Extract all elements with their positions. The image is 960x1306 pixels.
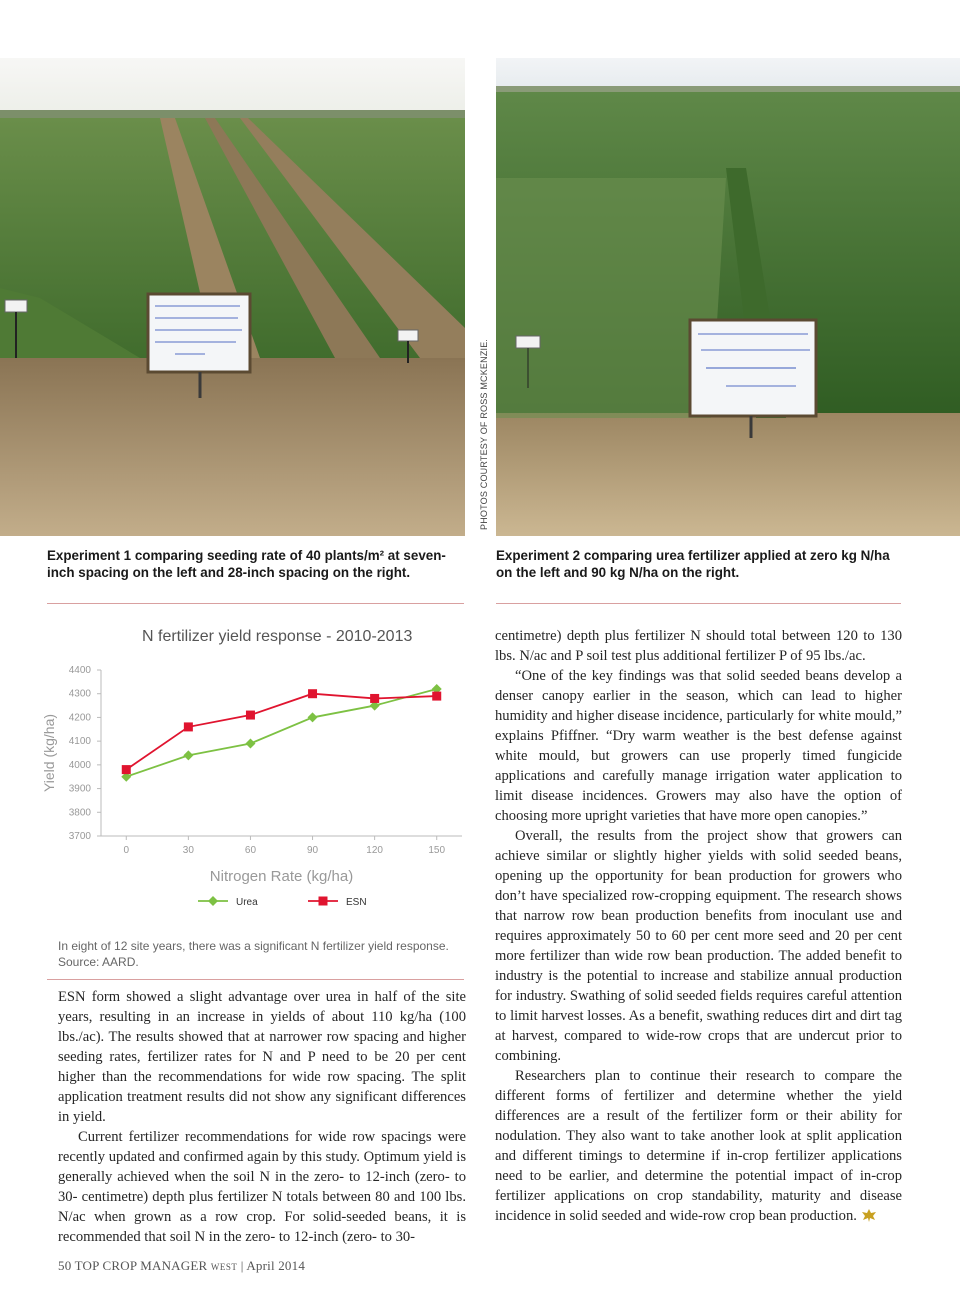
photo-credit	[466, 338, 489, 530]
divider-chart-bottom	[47, 979, 464, 980]
legend-marker-esn	[319, 897, 328, 906]
data-point-urea	[245, 739, 255, 749]
photo-credit-text: PHOTOS COURTESY OF ROSS MCKENZIE.	[479, 338, 489, 530]
data-point-esn	[122, 765, 131, 774]
body-column-right	[495, 626, 902, 1226]
x-axis-label: Nitrogen Rate (kg/ha)	[209, 868, 354, 885]
data-point-esn	[246, 711, 255, 720]
caption-experiment-1: Experiment 1 comparing seeding rate of 40 plants/m² at seven-inch spacing on the left and 28-inch spacing on the right.	[47, 548, 446, 580]
y-tick-label: 3800	[68, 807, 91, 819]
y-tick-label: 4400	[68, 665, 91, 676]
paragraph: Current fertilizer recommendations for wide row spacings were recently updated and confirmed again by this study. Optimum yield is generally achieved when the soil N in the zero- to 12-inch (zero- to 30- centimetre) depth plus fertilizer N totals between 80 and 100 lbs. N/ac when grown as a row crop. For solid-seeded beans, it is recommended that soil N in the zero- to 12-inch (zero- to 30-	[58, 1129, 466, 1245]
yield-chart	[40, 615, 470, 940]
chart-caption-source: Source: AARD.	[58, 955, 139, 969]
y-tick-label: 4300	[68, 688, 91, 700]
data-point-esn	[432, 692, 441, 701]
data-point-urea	[308, 712, 318, 722]
body-column-left	[58, 987, 466, 1247]
data-point-urea	[183, 750, 193, 760]
divider-right	[496, 603, 901, 604]
y-tick-label: 3700	[68, 831, 91, 842]
legend-marker-urea	[208, 896, 218, 906]
y-tick-label: 4100	[68, 736, 91, 748]
data-point-esn	[308, 689, 317, 698]
x-tick-label: 30	[182, 845, 194, 856]
legend-label-esn: ESN	[346, 897, 367, 908]
x-tick-label: 150	[428, 845, 446, 856]
series-line-urea	[126, 689, 436, 777]
divider-left	[47, 603, 464, 604]
x-tick-label: 0	[123, 845, 130, 856]
magazine-edition: WEST	[210, 1262, 238, 1272]
footer-separator: |	[240, 1258, 244, 1273]
legend-label-urea: Urea	[236, 897, 258, 908]
photo-experiment-1	[0, 58, 465, 536]
paragraph: centimetre) depth plus fertilizer N should total between 120 to 130 lbs. N/ac and P soil test plus additional fertilizer P of 95 lbs./ac.	[495, 628, 902, 664]
paragraph: “One of the key findings was that solid seeded beans develop a denser canopy earlier in the season, which can lead to higher humidity and higher disease incidence, particularly for white mould,” explains Pfiffner. “Dry warm weather is the best defense against white mould, but growers can use properly timed fungicide applications and carefully manage irrigation water application to limit disease incidences. Growers may also have the option of choosing more upright varieties that have more open canopies.”	[495, 668, 902, 824]
paragraph-text: Researchers plan to continue their research to compare the different forms of fertilizer and determine whether the yield differences are a result of the fertilizer form or their ability for nodulation. They also want to take another look at split application and different timings to determine if in-crop fertilizer applications need to be earlier, and determine the potential impact of in-crop fertilizer applications on crop standability, maturity and disease incidence in solid seeded and wide-row crop bean production.	[495, 1068, 902, 1224]
y-axis-label: Yield (kg/ha)	[41, 713, 57, 793]
page-number: 50	[58, 1258, 72, 1273]
paragraph	[495, 1066, 902, 1226]
chart-caption	[58, 938, 468, 970]
x-tick-label: 120	[366, 845, 383, 856]
x-tick-label: 60	[244, 845, 257, 856]
x-tick-label: 90	[306, 845, 319, 856]
page-footer	[58, 1258, 305, 1274]
magazine-name: TOP CROP MANAGER	[74, 1258, 208, 1273]
end-of-article-leaf-icon	[861, 1208, 877, 1222]
data-point-esn	[184, 722, 193, 731]
chart-title: N fertilizer yield response - 2010-2013	[142, 628, 413, 645]
y-tick-label: 4000	[68, 759, 91, 771]
paragraph: Overall, the results from the project show that growers can achieve similar or slightly higher yields with solid seeded beans, opening up the opportunity for bean production for growers who don’t have specialized row-cropping equipment. The research shows that narrow row bean production benefits from inoculant use and requires approximately 50 to 60 per cent more seed and 20 per cent more fertilizer than wide row bean production. The added benefit to industry is the potential to increase and stabilize annual production for industry. Swathing of solid seeded fields requires careful attention to limit harvest losses. As a benefit, swathing reduces dirt and dirt tag at harvest, compared to wide-row crops that are undercut prior to combining.	[495, 828, 902, 1064]
chart-caption-line1: In eight of 12 site years, there was a significant N fertilizer yield response.	[58, 939, 449, 953]
y-tick-label: 4200	[68, 712, 91, 724]
issue-date: April 2014	[246, 1258, 306, 1273]
photo-experiment-2	[496, 58, 960, 536]
paragraph: ESN form showed a slight advantage over urea in half of the site years, resulting in an increase in yields of about 110 kg/ha (100 lbs./ac). The results showed that at narrower row spacing and higher seeding rates, fertilizer rates for N and P need to be 20 per cent higher than the recommendations for wide row spacing. The split application treatment results did not show any significant differences in yield.	[58, 989, 466, 1125]
caption-experiment-2: Experiment 2 comparing urea fertilizer applied at zero kg N/ha on the left and 90 kg N/ha on the right.	[496, 548, 890, 580]
y-tick-label: 3900	[68, 783, 91, 795]
data-point-esn	[370, 694, 379, 703]
series-line-esn	[126, 694, 436, 770]
